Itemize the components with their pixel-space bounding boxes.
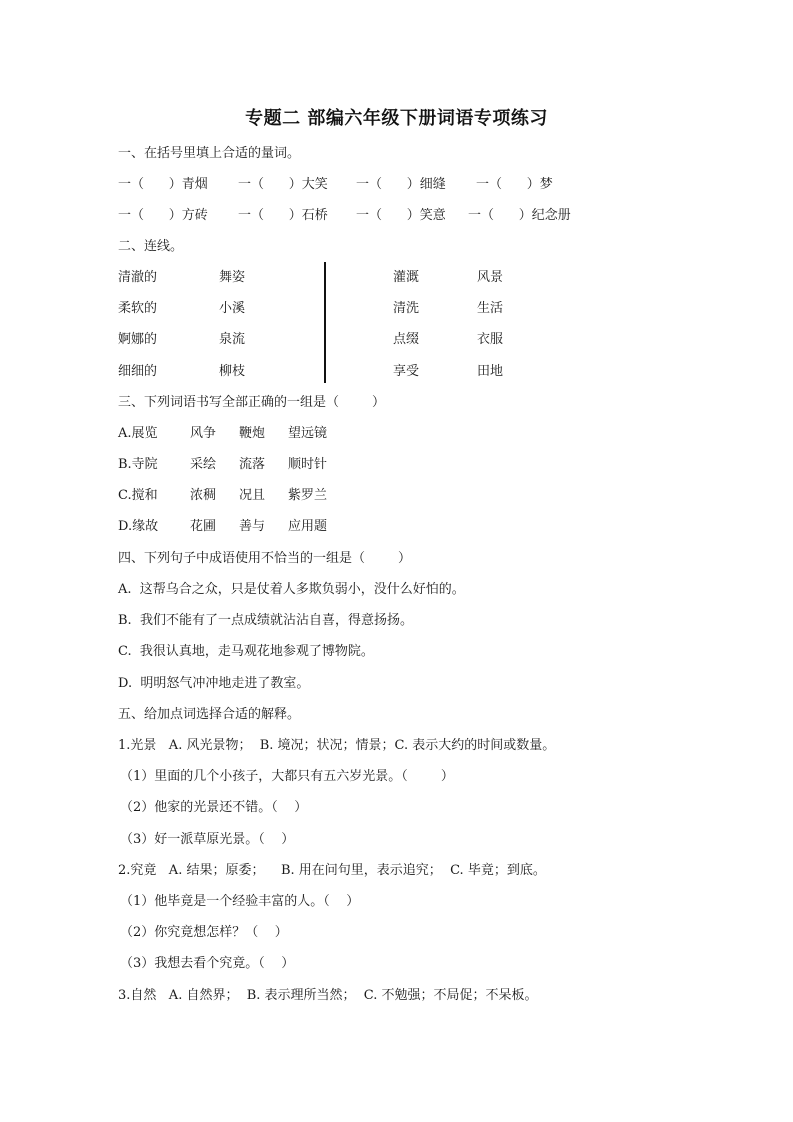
section2-heading: 二、连线。 <box>118 239 184 254</box>
measure-word-item: 一（ ）梦 <box>476 177 553 192</box>
option-word: 况且 <box>239 488 266 503</box>
section1-heading: 一、在括号里填上合适的量词。 <box>118 146 301 161</box>
page-title: 专题二 部编六年级下册词语专项练习 <box>245 108 548 129</box>
usage-item: （3）我想去看个究竟。（ ） <box>120 956 295 971</box>
measure-word-item: 一（ ）纪念册 <box>468 208 571 223</box>
match-left-word: 柔软的 <box>118 301 158 316</box>
match-left-target: 小溪 <box>219 301 246 316</box>
option-label: B.寺院 <box>118 457 158 472</box>
measure-word-item: 一（ ）青烟 <box>118 177 208 192</box>
option-label: A.展览 <box>118 426 158 441</box>
section4-heading: 四、下列句子中成语使用不恰当的一组是（ ） <box>118 551 412 566</box>
match-left-target: 泉流 <box>219 332 246 347</box>
usage-item: （1）里面的几个小孩子，大都只有五六岁光景。（ ） <box>120 769 454 784</box>
match-right-word: 享受 <box>393 364 420 379</box>
usage-item: （2）他家的光景还不错。（ ） <box>120 800 308 815</box>
column-divider <box>324 262 326 383</box>
section3-heading: 三、下列词语书写全部正确的一组是（ ） <box>118 395 386 410</box>
option-word: 流落 <box>239 457 266 472</box>
measure-word-item: 一（ ）笑意 <box>356 208 446 223</box>
measure-word-item: 一（ ）大笑 <box>238 177 328 192</box>
option-word: 应用题 <box>288 519 328 534</box>
sentence-option: D. 明明怒气冲冲地走进了教室。 <box>118 676 310 691</box>
usage-item: （2）你究竟想怎样？（ ） <box>120 925 288 940</box>
word-definition: 3.自然 A. 自然界； B. 表示理所当然； C. 不勉强；不局促；不呆板。 <box>118 988 538 1003</box>
option-word: 顺时针 <box>288 457 328 472</box>
option-label: D.缘故 <box>118 519 159 534</box>
match-right-target: 衣服 <box>477 332 504 347</box>
sentence-option: B. 我们不能有了一点成绩就沾沾自喜，得意扬扬。 <box>118 613 413 628</box>
option-word: 紫罗兰 <box>288 488 328 503</box>
match-right-word: 清洗 <box>393 301 420 316</box>
word-definition: 2.究竟 A. 结果；原委； B. 用在问句里，表示追究； C. 毕竟；到底。 <box>118 863 546 878</box>
option-word: 望远镜 <box>288 426 328 441</box>
match-left-word: 清澈的 <box>118 270 158 285</box>
match-left-target: 舞姿 <box>219 270 246 285</box>
option-word: 善与 <box>239 519 266 534</box>
match-left-target: 柳枝 <box>219 364 246 379</box>
word-definition: 1.光景 A. 风光景物； B. 境况；状况；情景；C. 表示大约的时间或数量。 <box>118 738 556 753</box>
sentence-option: A. 这帮乌合之众，只是仗着人多欺负弱小，没什么好怕的。 <box>118 582 465 597</box>
match-right-word: 灌溉 <box>393 270 420 285</box>
sentence-option: C. 我很认真地，走马观花地参观了博物院。 <box>118 644 374 659</box>
option-word: 风争 <box>190 426 217 441</box>
match-left-word: 细细的 <box>118 364 158 379</box>
option-word: 花圃 <box>190 519 217 534</box>
match-right-target: 田地 <box>477 364 504 379</box>
measure-word-item: 一（ ）方砖 <box>118 208 208 223</box>
match-right-target: 风景 <box>477 270 504 285</box>
section5-heading: 五、给加点词选择合适的解释。 <box>118 707 301 722</box>
option-word: 浓稠 <box>190 488 217 503</box>
option-word: 鞭炮 <box>239 426 266 441</box>
match-left-word: 婀娜的 <box>118 332 158 347</box>
measure-word-item: 一（ ）石桥 <box>238 208 328 223</box>
measure-word-item: 一（ ）细缝 <box>356 177 446 192</box>
usage-item: （3）好一派草原光景。（ ） <box>120 832 295 847</box>
usage-item: （1）他毕竟是一个经验丰富的人。（ ） <box>120 894 360 909</box>
match-right-target: 生活 <box>477 301 504 316</box>
match-right-word: 点缀 <box>393 332 420 347</box>
option-label: C.搅和 <box>118 488 158 503</box>
option-word: 采绘 <box>190 457 217 472</box>
